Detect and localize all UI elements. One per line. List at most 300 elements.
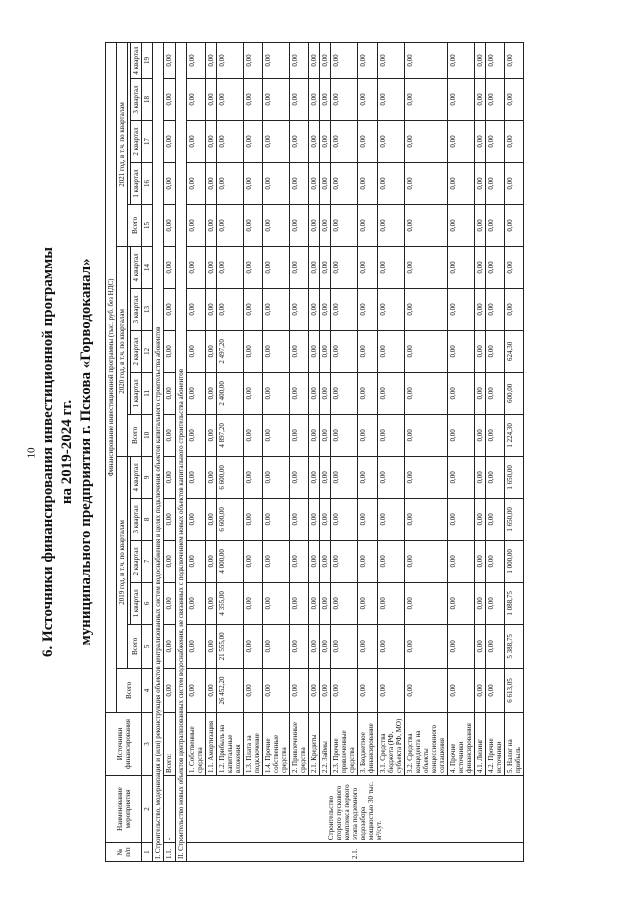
value-cell: 0,00 xyxy=(164,540,175,582)
value-cell: 0,00 xyxy=(186,498,205,540)
column-number: 16 xyxy=(142,162,153,204)
table-row xyxy=(164,43,175,862)
value-cell: 0,00 xyxy=(309,246,320,288)
value-cell: 0,00 xyxy=(186,79,205,121)
value-cell: 0,00 xyxy=(309,204,320,246)
value-cell: 0,00 xyxy=(243,582,262,624)
value-cell: 0,00 xyxy=(205,624,216,668)
value-cell: 0,00 xyxy=(447,414,474,456)
column-number: 6 xyxy=(142,582,153,624)
value-cell: 0,00 xyxy=(309,498,320,540)
value-cell: 0,00 xyxy=(262,288,289,330)
value-cell: 0,00 xyxy=(475,456,486,498)
value-cell: 0,00 xyxy=(358,121,377,163)
value-cell: 0,00 xyxy=(377,162,404,204)
table-row xyxy=(320,43,331,862)
value-cell: 0,00 xyxy=(320,582,331,624)
value-cell: 0,00 xyxy=(486,498,505,540)
value-cell: 0,00 xyxy=(186,372,205,414)
table-row xyxy=(358,43,377,862)
value-cell: 0,00 xyxy=(358,624,377,668)
table-row xyxy=(331,43,358,862)
column-number: 14 xyxy=(142,246,153,288)
header-name: Наименование мероприятия xyxy=(106,775,142,842)
value-cell: 0,00 xyxy=(320,498,331,540)
value-cell: 0,00 xyxy=(404,668,447,712)
value-cell: 0,00 xyxy=(475,43,486,79)
value-cell: 0,00 xyxy=(243,668,262,712)
value-cell: 0,00 xyxy=(290,288,309,330)
value-cell: 0,00 xyxy=(331,456,358,498)
value-cell: 0,00 xyxy=(309,162,320,204)
column-number: 4 xyxy=(142,668,153,712)
value-cell: 0,00 xyxy=(309,372,320,414)
value-cell: 0,00 xyxy=(377,540,404,582)
value-cell: 0,00 xyxy=(205,372,216,414)
value-cell: 0,00 xyxy=(486,372,505,414)
value-cell: 0,00 xyxy=(475,668,486,712)
value-cell: 0,00 xyxy=(290,121,309,163)
value-cell: 0,00 xyxy=(164,330,175,372)
value-cell: 0,00 xyxy=(309,330,320,372)
table-row xyxy=(309,43,320,862)
value-cell: 0,00 xyxy=(404,121,447,163)
value-cell: 0,00 xyxy=(243,79,262,121)
value-cell: 0,00 xyxy=(377,668,404,712)
row-source: 1.2. Прибыль на капитальные вложения xyxy=(216,712,243,775)
value-cell: 0,00 xyxy=(290,204,309,246)
value-cell: 0,00 xyxy=(358,414,377,456)
value-cell: 0,00 xyxy=(331,498,358,540)
value-cell: 0,00 xyxy=(377,288,404,330)
value-cell: 0,00 xyxy=(475,288,486,330)
value-cell: 0,00 xyxy=(243,498,262,540)
value-cell: 0,00 xyxy=(358,288,377,330)
value-cell: 0,00 xyxy=(377,456,404,498)
value-cell: 0,00 xyxy=(447,121,474,163)
table-row xyxy=(186,43,205,862)
value-cell: 0,00 xyxy=(290,582,309,624)
value-cell: 0,00 xyxy=(447,288,474,330)
value-cell: 0,00 xyxy=(404,246,447,288)
table-row xyxy=(475,43,486,862)
value-cell: 0,00 xyxy=(486,204,505,246)
value-cell: 0,00 xyxy=(486,246,505,288)
value-cell: 0,00 xyxy=(262,43,289,79)
value-cell: 0,00 xyxy=(486,456,505,498)
value-cell: 0,00 xyxy=(475,624,486,668)
value-cell: 0,00 xyxy=(447,456,474,498)
value-cell: 0,00 xyxy=(377,582,404,624)
value-cell: 0,00 xyxy=(309,288,320,330)
value-cell: 0,00 xyxy=(320,668,331,712)
value-cell: 0,00 xyxy=(447,43,474,79)
value-cell: 0,00 xyxy=(243,121,262,163)
value-cell: 0,00 xyxy=(358,582,377,624)
value-cell: 0,00 xyxy=(486,414,505,456)
value-cell: 0,00 xyxy=(404,540,447,582)
header-q4: 4 квартал xyxy=(131,246,142,288)
value-cell: 0,00 xyxy=(164,79,175,121)
value-cell: 0,00 xyxy=(164,414,175,456)
column-number: 1 xyxy=(142,843,153,862)
row-number: 2.1. xyxy=(186,843,524,862)
value-cell: 0,00 xyxy=(447,540,474,582)
value-cell: 0,00 xyxy=(404,288,447,330)
table-row xyxy=(290,43,309,862)
row-number: 1.1. xyxy=(164,843,175,862)
value-cell: 0,00 xyxy=(186,456,205,498)
value-cell: 1 650,00 xyxy=(505,456,524,498)
value-cell: 2 400,00 xyxy=(216,372,243,414)
value-cell: 0,00 xyxy=(216,246,243,288)
header-source: Источники финансирования xyxy=(106,712,142,775)
value-cell: 0,00 xyxy=(309,414,320,456)
value-cell: 0,00 xyxy=(404,456,447,498)
header-q3: 3 квартал xyxy=(131,288,142,330)
value-cell: 0,00 xyxy=(216,121,243,163)
value-cell: 0,00 xyxy=(290,162,309,204)
value-cell: 0,00 xyxy=(475,540,486,582)
value-cell: 0,00 xyxy=(377,79,404,121)
column-number: 3 xyxy=(142,712,153,775)
financing-table xyxy=(105,42,524,862)
value-cell: 0,00 xyxy=(320,414,331,456)
value-cell: 0,00 xyxy=(320,162,331,204)
section-2-heading: II. Строительство новых объектов централизованных систем водоснабжения, не связанных с подключением новых объектов капитального строительства абонентов xyxy=(175,43,186,862)
value-cell: 0,00 xyxy=(262,498,289,540)
value-cell: 0,00 xyxy=(243,540,262,582)
value-cell: 0,00 xyxy=(309,624,320,668)
value-cell: 0,00 xyxy=(358,204,377,246)
value-cell: 0,00 xyxy=(290,372,309,414)
value-cell: 1 224,30 xyxy=(505,414,524,456)
value-cell: 0,00 xyxy=(205,582,216,624)
value-cell: 0,00 xyxy=(164,121,175,163)
value-cell: 0,00 xyxy=(377,43,404,79)
column-number: 10 xyxy=(142,414,153,456)
header-q3: 3 квартал xyxy=(131,498,142,540)
value-cell: 0,00 xyxy=(447,498,474,540)
value-cell: 0,00 xyxy=(243,204,262,246)
header-2020: 2020 год, в т.ч. по кварталам xyxy=(117,246,128,456)
value-cell: 0,00 xyxy=(164,456,175,498)
value-cell: 624,30 xyxy=(505,330,524,372)
header-q4: 4 квартал xyxy=(131,456,142,498)
header-no: № п/п xyxy=(106,843,142,862)
value-cell: 0,00 xyxy=(358,246,377,288)
column-number: 17 xyxy=(142,121,153,163)
value-cell: 0,00 xyxy=(164,288,175,330)
value-cell: 0,00 xyxy=(186,540,205,582)
header-q2: 2 квартал xyxy=(131,121,142,163)
value-cell: 0,00 xyxy=(475,498,486,540)
value-cell: 0,00 xyxy=(262,79,289,121)
value-cell: 0,00 xyxy=(205,204,216,246)
value-cell: 0,00 xyxy=(320,456,331,498)
value-cell: 0,00 xyxy=(486,540,505,582)
value-cell: 0,00 xyxy=(331,372,358,414)
value-cell: 26 452,20 xyxy=(216,668,243,712)
value-cell: 0,00 xyxy=(404,43,447,79)
section-1-heading: I. Строительство, модернизация и (или) реконструкция объектов централизованных систем водоснабжения в целях подключения объектов капитального строительства абонентов xyxy=(153,43,164,862)
value-cell: 0,00 xyxy=(404,498,447,540)
value-cell: 5 388,75 xyxy=(505,624,524,668)
value-cell: 0,00 xyxy=(475,204,486,246)
value-cell: 0,00 xyxy=(262,582,289,624)
table-row xyxy=(486,43,505,862)
value-cell: 0,00 xyxy=(447,624,474,668)
value-cell: 0,00 xyxy=(505,204,524,246)
value-cell: 0,00 xyxy=(309,456,320,498)
value-cell: 0,00 xyxy=(331,121,358,163)
header-q1: 1 квартал xyxy=(131,372,142,414)
value-cell: 0,00 xyxy=(290,624,309,668)
value-cell: 0,00 xyxy=(505,162,524,204)
value-cell: 21 555,00 xyxy=(216,624,243,668)
value-cell: 0,00 xyxy=(309,540,320,582)
value-cell: 0,00 xyxy=(243,162,262,204)
value-cell: 0,00 xyxy=(290,330,309,372)
value-cell: 0,00 xyxy=(377,372,404,414)
value-cell: 0,00 xyxy=(377,414,404,456)
value-cell: 0,00 xyxy=(486,330,505,372)
value-cell: 0,00 xyxy=(331,414,358,456)
value-cell: 0,00 xyxy=(309,79,320,121)
title-line-1: 6. Источники финансирования инвестиционной программы xyxy=(40,247,56,657)
value-cell: 0,00 xyxy=(447,162,474,204)
value-cell: 0,00 xyxy=(216,79,243,121)
value-cell: 0,00 xyxy=(447,372,474,414)
value-cell: 0,00 xyxy=(216,43,243,79)
value-cell: 0,00 xyxy=(404,372,447,414)
value-cell: 0,00 xyxy=(486,162,505,204)
value-cell: 0,00 xyxy=(216,288,243,330)
value-cell: 0,00 xyxy=(331,582,358,624)
value-cell: 0,00 xyxy=(243,288,262,330)
value-cell: 0,00 xyxy=(262,624,289,668)
value-cell: 0,00 xyxy=(320,288,331,330)
title-line-2: на 2019-2024 гг. xyxy=(58,399,75,505)
page-number: 10 xyxy=(25,447,38,459)
value-cell: 0,00 xyxy=(205,79,216,121)
value-cell: 0,00 xyxy=(358,668,377,712)
value-cell: 0,00 xyxy=(186,204,205,246)
value-cell: 0,00 xyxy=(320,330,331,372)
value-cell: 0,00 xyxy=(205,456,216,498)
value-cell: 6 613,05 xyxy=(505,668,524,712)
value-cell: 0,00 xyxy=(358,372,377,414)
value-cell: 0,00 xyxy=(358,456,377,498)
value-cell: 0,00 xyxy=(447,330,474,372)
value-cell: 0,00 xyxy=(243,456,262,498)
column-number: 8 xyxy=(142,498,153,540)
value-cell: 0,00 xyxy=(309,582,320,624)
value-cell: 0,00 xyxy=(505,121,524,163)
value-cell: 0,00 xyxy=(320,624,331,668)
row-source: 1. Собственные средства xyxy=(186,712,205,775)
column-number: 18 xyxy=(142,79,153,121)
header-total: Всего xyxy=(117,668,142,712)
value-cell: 0,00 xyxy=(358,498,377,540)
header-2019: 2019 год, в т.ч. по кварталам xyxy=(117,456,128,668)
value-cell: 0,00 xyxy=(475,414,486,456)
value-cell: 4 000,00 xyxy=(216,540,243,582)
value-cell: 0,00 xyxy=(164,162,175,204)
table-row xyxy=(243,43,262,862)
value-cell: 0,00 xyxy=(164,204,175,246)
value-cell: 0,00 xyxy=(320,246,331,288)
row-source: 5. Налог на прибыль xyxy=(505,712,524,775)
value-cell: 0,00 xyxy=(331,246,358,288)
row-source: 4.2. Прочие источники xyxy=(486,712,505,775)
value-cell: 0,00 xyxy=(186,121,205,163)
value-cell: 0,00 xyxy=(243,246,262,288)
value-cell: 0,00 xyxy=(447,668,474,712)
value-cell: 0,00 xyxy=(331,79,358,121)
value-cell: 0,00 xyxy=(164,372,175,414)
value-cell: 0,00 xyxy=(320,204,331,246)
value-cell: 0,00 xyxy=(216,162,243,204)
value-cell: 0,00 xyxy=(262,414,289,456)
table-row xyxy=(404,43,447,862)
value-cell: 0,00 xyxy=(309,121,320,163)
value-cell: 0,00 xyxy=(447,246,474,288)
value-cell: 0,00 xyxy=(505,43,524,79)
value-cell: 0,00 xyxy=(331,624,358,668)
value-cell: 0,00 xyxy=(186,582,205,624)
value-cell: 0,00 xyxy=(475,79,486,121)
value-cell: 0,00 xyxy=(377,498,404,540)
value-cell: 0,00 xyxy=(475,372,486,414)
row-source: 2.2. Займы xyxy=(320,712,331,775)
value-cell: 0,00 xyxy=(404,204,447,246)
value-cell: 0,00 xyxy=(331,162,358,204)
value-cell: 0,00 xyxy=(262,246,289,288)
value-cell: 0,00 xyxy=(205,414,216,456)
value-cell: 0,00 xyxy=(290,414,309,456)
value-cell: 0,00 xyxy=(186,288,205,330)
value-cell: 0,00 xyxy=(377,624,404,668)
value-cell: 0,00 xyxy=(262,162,289,204)
column-number: 13 xyxy=(142,288,153,330)
value-cell: 0,00 xyxy=(475,121,486,163)
column-number: 12 xyxy=(142,330,153,372)
row-source: 1.4. Прочие собственные средства xyxy=(262,712,289,775)
value-cell: 0,00 xyxy=(290,456,309,498)
value-cell: 0,00 xyxy=(404,414,447,456)
table-row xyxy=(262,43,289,862)
header-2019-total: Всего xyxy=(128,624,142,668)
value-cell: 0,00 xyxy=(164,582,175,624)
value-cell: 2 497,20 xyxy=(216,330,243,372)
row-source: 3.1. Средства бюджета (РФ, субъекта РФ, МО) xyxy=(377,712,404,775)
value-cell: 0,00 xyxy=(358,162,377,204)
value-cell: 0,00 xyxy=(320,43,331,79)
value-cell: 0,00 xyxy=(164,246,175,288)
value-cell: 0,00 xyxy=(262,540,289,582)
column-number-row xyxy=(142,43,153,862)
value-cell: 0,00 xyxy=(243,414,262,456)
value-cell: 0,00 xyxy=(205,43,216,79)
column-number: 5 xyxy=(142,624,153,668)
value-cell: 0,00 xyxy=(486,582,505,624)
row-source: 2.1. Кредиты xyxy=(309,712,320,775)
value-cell: 0,00 xyxy=(320,540,331,582)
value-cell: 0,00 xyxy=(486,668,505,712)
value-cell: 0,00 xyxy=(331,204,358,246)
value-cell: 1 000,00 xyxy=(505,540,524,582)
value-cell: 0,00 xyxy=(377,330,404,372)
table-row xyxy=(216,43,243,862)
value-cell: 4 355,00 xyxy=(216,582,243,624)
header-2020-total: Всего xyxy=(128,414,142,456)
value-cell: 0,00 xyxy=(186,246,205,288)
value-cell: 0,00 xyxy=(262,372,289,414)
value-cell: 0,00 xyxy=(377,246,404,288)
value-cell: 0,00 xyxy=(486,79,505,121)
value-cell: 0,00 xyxy=(290,246,309,288)
value-cell: 0,00 xyxy=(309,43,320,79)
table-row xyxy=(505,43,524,862)
value-cell: 0,00 xyxy=(205,498,216,540)
value-cell: 0,00 xyxy=(205,540,216,582)
value-cell: 0,00 xyxy=(309,668,320,712)
value-cell: 0,00 xyxy=(243,330,262,372)
value-cell: 1 088,75 xyxy=(505,582,524,624)
value-cell: 0,00 xyxy=(262,330,289,372)
table-row xyxy=(377,43,404,862)
value-cell: 0,00 xyxy=(486,288,505,330)
column-number: 7 xyxy=(142,540,153,582)
header-q4: 4 квартал xyxy=(131,43,142,79)
value-cell: 0,00 xyxy=(331,540,358,582)
value-cell: 0,00 xyxy=(505,79,524,121)
value-cell: 0,00 xyxy=(186,43,205,79)
value-cell: 0,00 xyxy=(262,456,289,498)
row-source: 4. Прочие источники финансирования xyxy=(447,712,474,775)
value-cell: 0,00 xyxy=(331,668,358,712)
row-source: 4.1. Лизинг xyxy=(475,712,486,775)
value-cell: 0,00 xyxy=(404,162,447,204)
value-cell: 0,00 xyxy=(404,624,447,668)
row-name: - xyxy=(164,775,175,842)
header-financing: Финансирование инвестиционной программы (тыс. руб. без НДС) xyxy=(106,43,117,713)
value-cell: 0,00 xyxy=(486,624,505,668)
column-number: 15 xyxy=(142,204,153,246)
row-source: Всего: xyxy=(164,712,175,775)
value-cell: 0,00 xyxy=(486,121,505,163)
value-cell: 0,00 xyxy=(243,624,262,668)
value-cell: 0,00 xyxy=(475,162,486,204)
value-cell: 0,00 xyxy=(505,288,524,330)
value-cell: 0,00 xyxy=(205,121,216,163)
value-cell: 6 600,00 xyxy=(216,456,243,498)
value-cell: 0,00 xyxy=(205,246,216,288)
header-q2: 2 квартал xyxy=(131,540,142,582)
row-source: 3. Бюджетное финансирование xyxy=(358,712,377,775)
value-cell: 0,00 xyxy=(186,162,205,204)
value-cell: 0,00 xyxy=(447,582,474,624)
value-cell: 0,00 xyxy=(505,246,524,288)
value-cell: 0,00 xyxy=(164,624,175,668)
value-cell: 0,00 xyxy=(320,372,331,414)
value-cell: 0,00 xyxy=(186,330,205,372)
value-cell: 0,00 xyxy=(475,246,486,288)
header-q3: 3 квартал xyxy=(131,79,142,121)
value-cell: 0,00 xyxy=(186,624,205,668)
row-source: 2. Привлеченные средства xyxy=(290,712,309,775)
